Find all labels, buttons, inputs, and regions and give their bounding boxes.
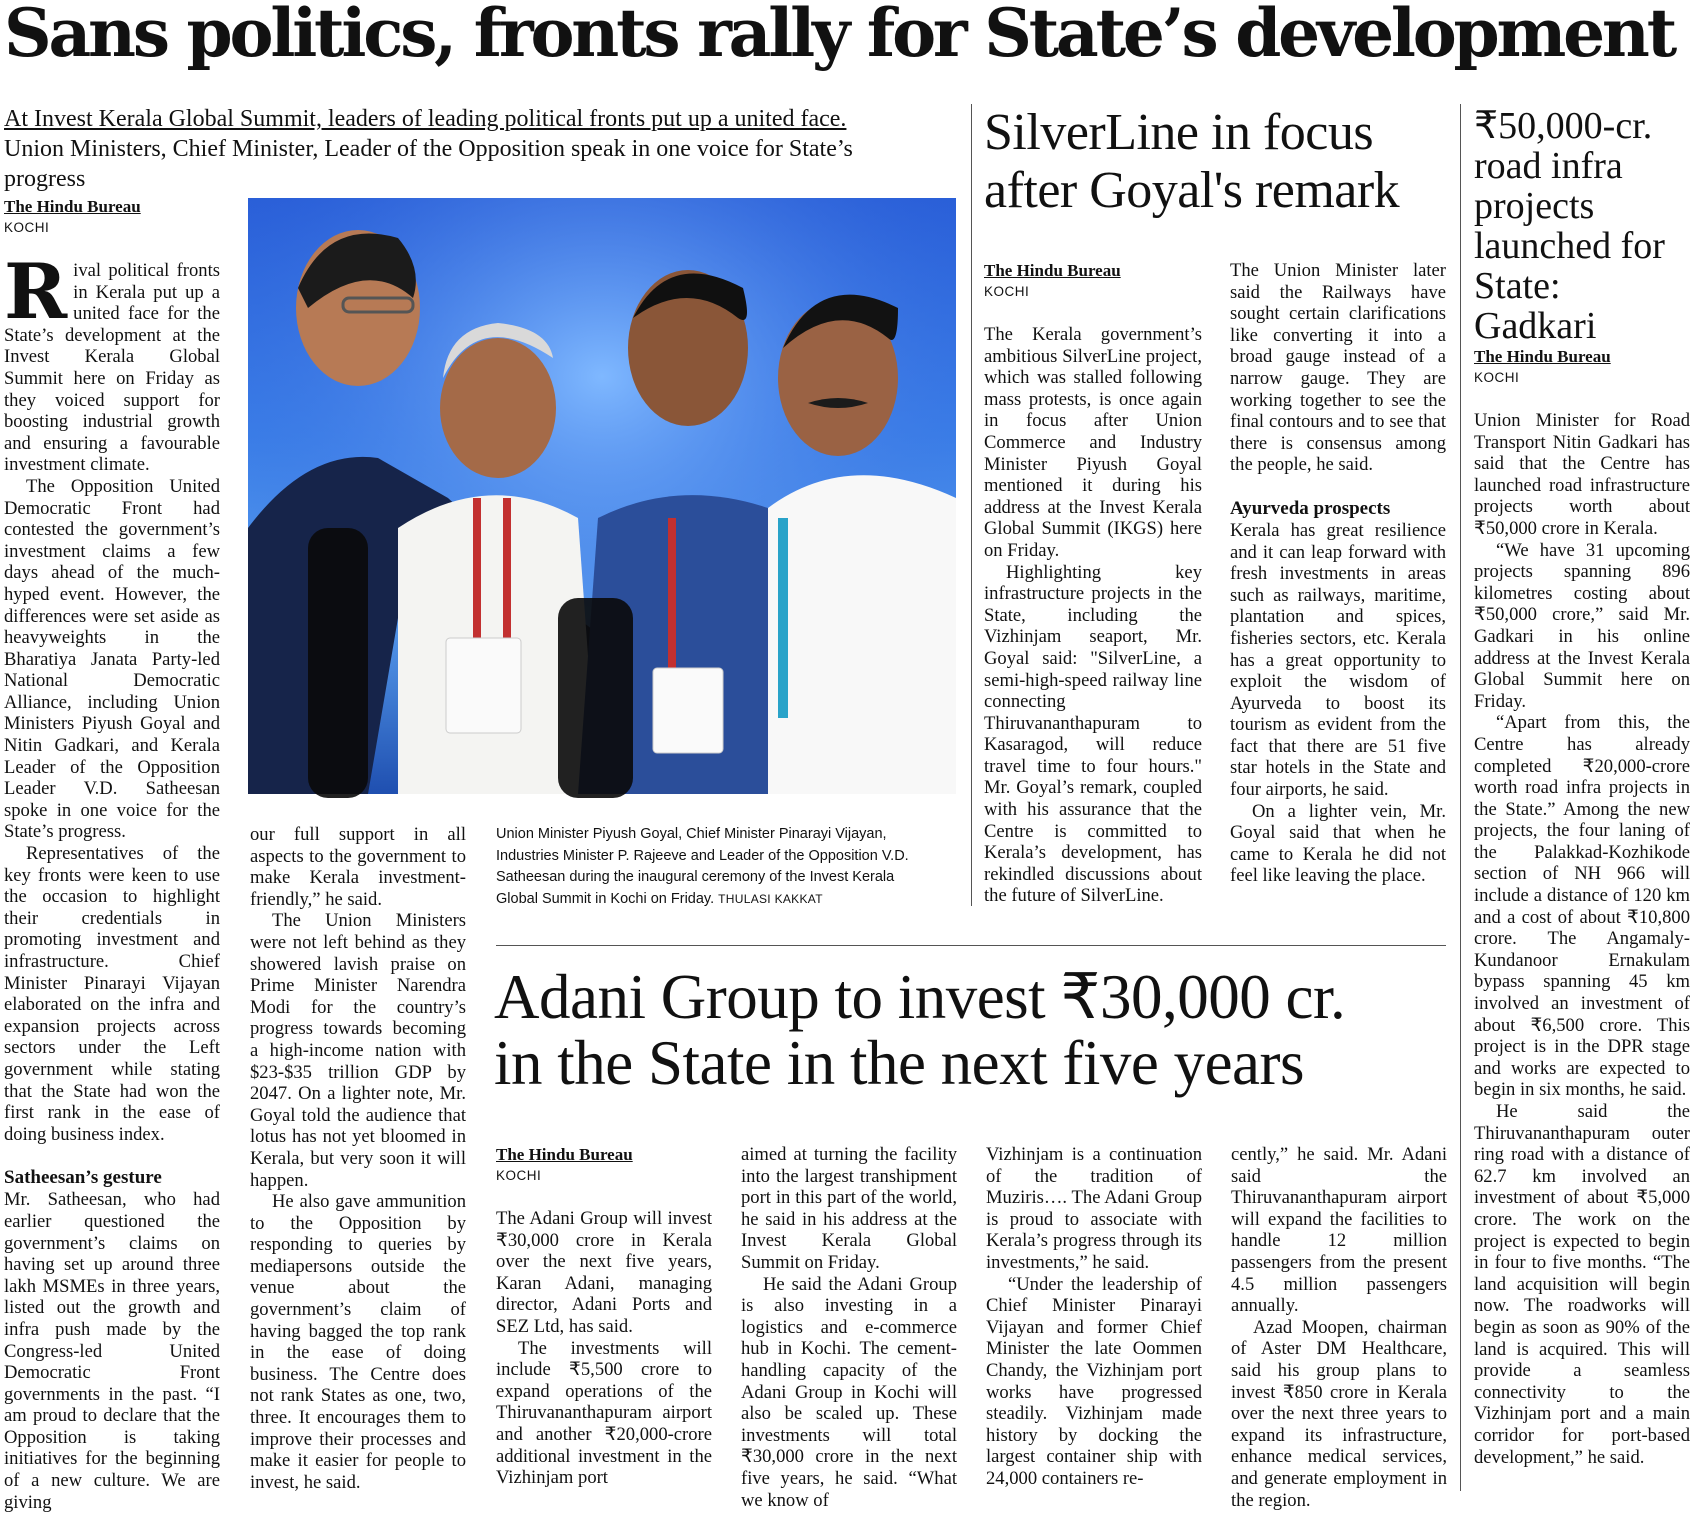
adani-headline xyxy=(494,964,1444,1096)
adani-col1 xyxy=(496,1144,712,1489)
column-rule xyxy=(971,104,972,906)
paragraph: Azad Moopen, chairman of Aster DM Healthcare, said his group plans to invest ₹850 crore in Kerala over the next three years to expand its infrastructure, enhance medical services, and generate employment in the region. xyxy=(1231,1316,1447,1511)
subhead: Ayurveda prospects xyxy=(1230,497,1391,519)
paragraph: “Apart from this, the Centre has already completed ₹20,000-crore worth road infra projects in the State.” Among the new projects, the four laning of the Palakkad-Kozhikode section of NH 966 will include a distance of 120 km and a cost of about ₹10,800 crore. The Angamaly-Kundanoor Ernakulam bypass spanning 45 km involved an investment of about ₹6,500 crore. This project is in the DPR stage and works are expected to begin in six months, he said. xyxy=(1474,712,1690,1101)
page-headline: Sans politics, fronts rally for State’s development xyxy=(4,0,1675,72)
paragraph: “We have 31 upcoming projects spanning 896 kilometres costing about ₹50,000 crore,” said Mr. Gadkari in his online address at the Invest Kerala Global Summit here on Friday. xyxy=(1474,539,1690,712)
photo-caption xyxy=(496,824,926,910)
paragraph: our full support in all aspects to the government to make Kerala investment-friendly,” he said. xyxy=(250,824,466,910)
byline[interactable]: The Hindu Bureau xyxy=(984,261,1121,280)
silverline-body xyxy=(984,324,1202,907)
main-story-col1 xyxy=(4,196,220,1513)
dateline: KOCHI xyxy=(496,1168,542,1183)
byline[interactable]: The Hindu Bureau xyxy=(496,1145,633,1164)
paragraph: Highlighting key infrastructure projects in the State, including the Vizhinjam seaport, Mr. Goyal said: "SilverLine, a semi-high-speed railway line connecting Thiruvananthapuram to Kasaragod, will reduce travel time to four hours." Mr. Goyal’s remark, coupled with his assurance that the Centre is committed to Kerala’s development, has rekindled discussions about the future of SilverLine. xyxy=(984,561,1202,907)
caption-text: Union Minister Piyush Goyal, Chief Minister Pinarayi Vijayan, Industries Minister P. Rajeeve and Leader of the Opposition V.D. Satheesan during the inaugural ceremony of the Invest Kerala Global Summit in Kochi on Friday. xyxy=(496,826,909,907)
paragraph: He said the Adani Group is also investing in a logistics and e-commerce hub in Kochi. The cement-handling capacity of the Adani Group in Kochi will also be scaled up. These investments will total ₹30,000 crore in the next five years, he said. “What we know of xyxy=(741,1273,957,1511)
deck-underlined: At Invest Kerala Global Summit, leaders of leading political fronts put up a united face. xyxy=(4,106,847,132)
adani-col2 xyxy=(741,1144,957,1511)
paragraph: Kerala has great resilience and it can leap forward with fresh investments in areas such as railways, maritime, plantation and spices, fisheries sectors, etc. Kerala has a great opportunity to exploit the wisdom of Ayurveda to boost its tourism as evident from the fact that there are 51 five star hotels in the State and four airports, he said. xyxy=(1230,519,1446,801)
main-story-body xyxy=(4,247,220,1513)
headline-line: Adani Group to invest ₹30,000 cr. xyxy=(494,962,1346,1032)
adani-col3 xyxy=(986,1144,1202,1490)
subhead: Satheesan’s gesture xyxy=(4,1167,162,1189)
byline[interactable]: The Hindu Bureau xyxy=(1474,347,1611,366)
dateline: KOCHI xyxy=(1474,370,1520,385)
paragraph: The Adani Group will invest ₹30,000 crore in Kerala over the next five years, Karan Adani, managing director, Adani Ports and SEZ Ltd, has said. xyxy=(496,1208,712,1337)
dateline: KOCHI xyxy=(4,220,50,235)
paragraph: Vizhinjam is a continuation of the tradition of Muziris…. The Adani Group is proud to associate with Kerala’s progress through its investments,” he said. xyxy=(986,1144,1202,1273)
gadkari-col xyxy=(1474,346,1690,1468)
byline[interactable]: The Hindu Bureau xyxy=(4,197,141,216)
lead-photo[interactable] xyxy=(248,198,956,794)
dateline: KOCHI xyxy=(984,284,1030,299)
paragraph: Mr. Satheesan, who had earlier questioned the government’s claims on having set up around three lakh MSMEs in three years, listed out the growth and infra push made by the Congress-led United Democratic Front governments in the past. “I am proud to declare that the Opposition is taking initiatives for the beginning of a new culture. We are giving xyxy=(4,1189,220,1513)
paragraph: The Union Minister later said the Railways have sought certain clarifications like converting it into a broad gauge instead of a narrow gauge. They are working together to see the final contours and to see that there is consensus among the people, he said. xyxy=(1230,260,1446,476)
section-rule xyxy=(496,945,1446,946)
paragraph: The Union Ministers were not left behind as they showered lavish praise on Prime Minister Narendra Modi for the country’s progress towards becoming a high-income nation with $23-$35 trillion GDP by 2047. On a lighter note, Mr. Goyal told the audience that lotus has not yet bloomed in Kerala, but very soon it will happen. xyxy=(250,910,466,1191)
silverline-col1 xyxy=(984,260,1202,907)
gadkari-body xyxy=(1474,410,1690,1468)
drop-cap: R xyxy=(4,247,68,336)
paragraph: The Opposition United Democratic Front had contested the government’s investment claims a few days ahead of the much-hyped event. However, the differences were set aside as heavyweights in the Bharatiya Janata Party-led National Democratic Alliance, including Union Ministers Piyush Goyal and Nitin Gadkari, and Kerala Leader of the Opposition Leader V.D. Satheesan spoke in one voice for the State’s progress. xyxy=(4,475,220,843)
silverline-headline: SilverLine in focus after Goyal's remark xyxy=(984,104,1400,219)
photo-illustration xyxy=(248,198,956,794)
main-story-col2 xyxy=(250,824,466,1493)
paragraph: Representatives of the key fronts were keen to use the occasion to highlight their credentials in promoting investment and infrastructure. Chief Minister Pinarayi Vijayan elaborated on the infra and expansion projects across sectors under the Left government while stating that the State had won the first rank in the ease of doing business index. xyxy=(4,843,220,1145)
photo-credit: THULASI KAKKAT xyxy=(718,891,823,906)
paragraph: Union Minister for Road Transport Nitin Gadkari has said that the Centre has launched road infrastructure projects worth about ₹50,000 crore in Kerala. xyxy=(1474,410,1690,539)
adani-body xyxy=(496,1208,712,1489)
deck-rest: Union Ministers, Chief Minister, Leader of the Opposition speak in one voice for State’s progress xyxy=(4,136,853,192)
story-deck xyxy=(4,104,904,194)
paragraph: cently,” he said. Mr. Adani said the Thiruvananthapuram airport will expand the facilities to handle 12 million passengers from the present 4.5 million passengers annually. xyxy=(1231,1144,1447,1317)
paragraph: The investments will include ₹5,500 crore to expand operations of the Thiruvananthapuram airport and another ₹20,000-crore additional investment in the Vizhinjam port xyxy=(496,1337,712,1489)
adani-col4 xyxy=(1231,1144,1447,1511)
paragraph: aimed at turning the facility into the largest transhipment port in this part of the world, he said in his address at the Invest Kerala Global Summit on Friday. xyxy=(741,1144,957,1273)
paragraph: “Under the leadership of Chief Minister Pinarayi Vijayan and former Chief Minister the late Oommen Chandy, the Vizhinjam port works have progressed steadily. Vizhinjam made history by docking the largest container ship with 24,000 containers re- xyxy=(986,1273,1202,1489)
gadkari-headline: ₹50,000-cr. road infra projects launched for State: Gadkari xyxy=(1474,105,1665,347)
paragraph: On a lighter vein, Mr. Goyal said that when he came to Kerala he did not feel like leaving the place. xyxy=(1230,800,1446,887)
silverline-col2 xyxy=(1230,260,1446,887)
headline-line: in the State in the next five years xyxy=(494,1028,1304,1098)
column-rule xyxy=(1460,104,1461,1491)
paragraph: He said the Thiruvananthapuram outer ring road with a distance of 62.7 km involved an investment of about ₹5,000 crore. The work on the project is expected to begin in four to five months. “The land acquisition will begin now. The roadworks will begin as soon as 90% of the land is acquired. This will provide a seamless connectivity to the Vizhinjam port and a main corridor for port-based development,” he said. xyxy=(1474,1101,1690,1468)
paragraph: He also gave ammunition to the Opposition by responding to queries by mediapersons outside the venue about the government’s claim of having bagged the top rank in the ease of doing business. The Centre does not rank States as one, two, three. It encourages them to improve their processes and make it easier for people to invest, he said. xyxy=(250,1191,466,1493)
paragraph: ival political fronts in Kerala put up a united face for the State’s development at the Invest Kerala Global Summit here on Friday as they voiced support for boosting industrial growth and ensuring a favourable investment climate. xyxy=(4,260,220,476)
paragraph: The Kerala government’s ambitious SilverLine project, which was stalled following mass protests, is once again in focus after Union Commerce and Industry Minister Piyush Goyal mentioned it during his address at the Invest Kerala Global Summit (IKGS) here on Friday. xyxy=(984,324,1202,561)
